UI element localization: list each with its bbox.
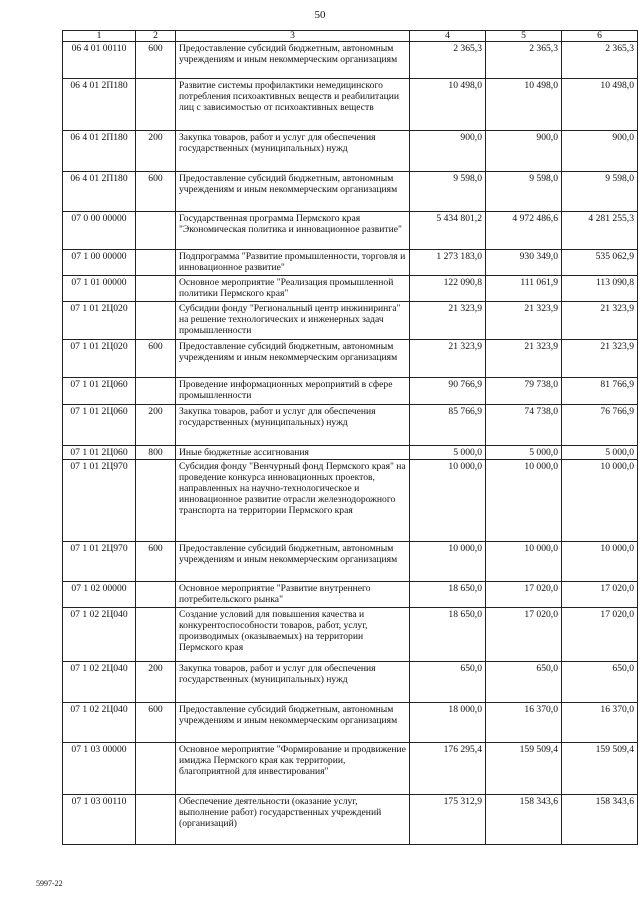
item-name: Основное мероприятие "Развитие внутреннего потребительского рынка" xyxy=(176,582,410,608)
classification-code: 07 1 03 00110 xyxy=(63,795,136,845)
table-row xyxy=(63,172,638,212)
table-row xyxy=(63,446,638,460)
expense-type xyxy=(136,460,176,542)
expense-type: 200 xyxy=(136,405,176,446)
amount-col6: 21 323,9 xyxy=(562,302,638,340)
amount-col5: 74 738,0 xyxy=(486,405,562,446)
amount-col5: 17 020,0 xyxy=(486,582,562,608)
amount-col4: 2 365,3 xyxy=(410,42,486,79)
amount-col4: 900,0 xyxy=(410,131,486,172)
classification-code: 07 1 02 2Ц040 xyxy=(63,703,136,743)
table-row xyxy=(63,212,638,250)
amount-col4: 9 598,0 xyxy=(410,172,486,212)
item-name: Развитие системы профилактики немедицинского потребления психоактивных веществ и реабилитации лиц с зависимостью от психоактивных веществ xyxy=(176,79,410,131)
item-name: Обеспечение деятельности (оказание услуг, выполнение работ) государственных учреждений (организаций) xyxy=(176,795,410,845)
classification-code: 07 1 03 00000 xyxy=(63,743,136,795)
table-row xyxy=(63,302,638,340)
amount-col6: 76 766,9 xyxy=(562,405,638,446)
classification-code: 07 1 01 2Ц060 xyxy=(63,378,136,405)
amount-col5: 10 000,0 xyxy=(486,542,562,582)
expense-type xyxy=(136,79,176,131)
expense-type xyxy=(136,302,176,340)
amount-col4: 18 650,0 xyxy=(410,608,486,662)
expense-type: 800 xyxy=(136,446,176,460)
table-row xyxy=(63,795,638,845)
amount-col5: 930 349,0 xyxy=(486,250,562,276)
table-row xyxy=(63,662,638,703)
classification-code: 07 1 01 2Ц020 xyxy=(63,302,136,340)
amount-col4: 21 323,9 xyxy=(410,340,486,378)
amount-col4: 90 766,9 xyxy=(410,378,486,405)
expense-type: 200 xyxy=(136,662,176,703)
classification-code: 07 0 00 00000 xyxy=(63,212,136,250)
classification-code: 07 1 01 2Ц060 xyxy=(63,405,136,446)
table-row xyxy=(63,542,638,582)
column-header: 2 xyxy=(136,31,176,42)
item-name: Основное мероприятие "Формирование и продвижение имиджа Пермского края как территории, благоприятной для инвестирования" xyxy=(176,743,410,795)
expense-type xyxy=(136,743,176,795)
classification-code: 07 1 02 2Ц040 xyxy=(63,608,136,662)
column-header: 5 xyxy=(486,31,562,42)
expense-type: 600 xyxy=(136,172,176,212)
page-number: 50 xyxy=(314,9,326,21)
document-number: 5997-22 xyxy=(36,879,63,888)
table-row xyxy=(63,42,638,79)
expense-type: 600 xyxy=(136,542,176,582)
amount-col6: 158 343,6 xyxy=(562,795,638,845)
item-name: Подпрограмма "Развитие промышленности, торговля и инновационное развитие" xyxy=(176,250,410,276)
table-row xyxy=(63,340,638,378)
table-row xyxy=(63,460,638,542)
amount-col6: 21 323,9 xyxy=(562,340,638,378)
classification-code: 07 1 02 00000 xyxy=(63,582,136,608)
budget-table xyxy=(62,30,638,845)
amount-col4: 176 295,4 xyxy=(410,743,486,795)
expense-type xyxy=(136,582,176,608)
classification-code: 06 4 01 00110 xyxy=(63,42,136,79)
amount-col6: 10 498,0 xyxy=(562,79,638,131)
amount-col4: 18 000,0 xyxy=(410,703,486,743)
item-name: Предоставление субсидий бюджетным, автономным учреждениям и иным некоммерческим организациям xyxy=(176,340,410,378)
amount-col5: 900,0 xyxy=(486,131,562,172)
amount-col5: 17 020,0 xyxy=(486,608,562,662)
amount-col6: 10 000,0 xyxy=(562,460,638,542)
amount-col6: 4 281 255,3 xyxy=(562,212,638,250)
column-header: 4 xyxy=(410,31,486,42)
amount-col5: 21 323,9 xyxy=(486,340,562,378)
expense-type xyxy=(136,378,176,405)
expense-type: 600 xyxy=(136,42,176,79)
item-name: Предоставление субсидий бюджетным, автономным учреждениям и иным некоммерческим организациям xyxy=(176,172,410,212)
amount-col6: 16 370,0 xyxy=(562,703,638,743)
amount-col4: 10 000,0 xyxy=(410,460,486,542)
amount-col4: 1 273 183,0 xyxy=(410,250,486,276)
amount-col6: 900,0 xyxy=(562,131,638,172)
expense-type xyxy=(136,608,176,662)
amount-col4: 175 312,9 xyxy=(410,795,486,845)
amount-col5: 10 000,0 xyxy=(486,460,562,542)
amount-col6: 81 766,9 xyxy=(562,378,638,405)
table-row xyxy=(63,608,638,662)
classification-code: 07 1 00 00000 xyxy=(63,250,136,276)
item-name: Закупка товаров, работ и услуг для обеспечения государственных (муниципальных) нужд xyxy=(176,131,410,172)
table-row xyxy=(63,703,638,743)
classification-code: 06 4 01 2П180 xyxy=(63,79,136,131)
classification-code: 07 1 01 2Ц970 xyxy=(63,460,136,542)
amount-col6: 17 020,0 xyxy=(562,608,638,662)
expense-type xyxy=(136,276,176,302)
item-name: Основное мероприятие "Реализация промышленной политики Пермского края" xyxy=(176,276,410,302)
item-name: Субсидия фонду "Венчурный фонд Пермского края" на проведение конкурса инновационных проектов, направленных на научно-технологическое и инновационное развитие отрасли железнодорожного транспорта на территории Пермского края xyxy=(176,460,410,542)
amount-col5: 158 343,6 xyxy=(486,795,562,845)
expense-type: 600 xyxy=(136,340,176,378)
amount-col6: 10 000,0 xyxy=(562,542,638,582)
amount-col4: 650,0 xyxy=(410,662,486,703)
amount-col4: 10 000,0 xyxy=(410,542,486,582)
amount-col5: 650,0 xyxy=(486,662,562,703)
amount-col4: 5 000,0 xyxy=(410,446,486,460)
item-name: Закупка товаров, работ и услуг для обеспечения государственных (муниципальных) нужд xyxy=(176,662,410,703)
amount-col5: 159 509,4 xyxy=(486,743,562,795)
table-row xyxy=(63,79,638,131)
item-name: Предоставление субсидий бюджетным, автономным учреждениям и иным некоммерческим организациям xyxy=(176,703,410,743)
item-name: Предоставление субсидий бюджетным, автономным учреждениям и иным некоммерческим организациям xyxy=(176,542,410,582)
classification-code: 06 4 01 2П180 xyxy=(63,172,136,212)
table-row xyxy=(63,276,638,302)
amount-col5: 5 000,0 xyxy=(486,446,562,460)
column-header: 1 xyxy=(63,31,136,42)
amount-col6: 5 000,0 xyxy=(562,446,638,460)
expense-type xyxy=(136,250,176,276)
item-name: Создание условий для повышения качества и конкурентоспособности товаров, работ, услуг, производимых (оказываемых) на территории Пермского края xyxy=(176,608,410,662)
item-name: Предоставление субсидий бюджетным, автономным учреждениям и иным некоммерческим организациям xyxy=(176,42,410,79)
expense-type: 200 xyxy=(136,131,176,172)
expense-type: 600 xyxy=(136,703,176,743)
amount-col5: 10 498,0 xyxy=(486,79,562,131)
column-header: 3 xyxy=(176,31,410,42)
classification-code: 07 1 02 2Ц040 xyxy=(63,662,136,703)
amount-col5: 79 738,0 xyxy=(486,378,562,405)
classification-code: 07 1 01 00000 xyxy=(63,276,136,302)
amount-col5: 9 598,0 xyxy=(486,172,562,212)
amount-col4: 122 090,8 xyxy=(410,276,486,302)
item-name: Государственная программа Пермского края "Экономическая политика и инновационное развитие" xyxy=(176,212,410,250)
item-name: Субсидии фонду "Региональный центр инжиниринга" на решение технологических и инженерных задач промышленности xyxy=(176,302,410,340)
amount-col4: 21 323,9 xyxy=(410,302,486,340)
amount-col6: 2 365,3 xyxy=(562,42,638,79)
table-row xyxy=(63,378,638,405)
amount-col5: 111 061,9 xyxy=(486,276,562,302)
table-row xyxy=(63,582,638,608)
amount-col4: 18 650,0 xyxy=(410,582,486,608)
amount-col6: 17 020,0 xyxy=(562,582,638,608)
classification-code: 07 1 01 2Ц060 xyxy=(63,446,136,460)
classification-code: 07 1 01 2Ц970 xyxy=(63,542,136,582)
amount-col6: 113 090,8 xyxy=(562,276,638,302)
table-row xyxy=(63,405,638,446)
amount-col6: 650,0 xyxy=(562,662,638,703)
table-row xyxy=(63,131,638,172)
amount-col4: 5 434 801,2 xyxy=(410,212,486,250)
item-name: Иные бюджетные ассигнования xyxy=(176,446,410,460)
expense-type xyxy=(136,795,176,845)
header-row xyxy=(63,31,638,42)
expense-type xyxy=(136,212,176,250)
amount-col6: 9 598,0 xyxy=(562,172,638,212)
amount-col4: 85 766,9 xyxy=(410,405,486,446)
table-row xyxy=(63,743,638,795)
item-name: Проведение информационных мероприятий в сфере промышленности xyxy=(176,378,410,405)
amount-col5: 2 365,3 xyxy=(486,42,562,79)
table-row xyxy=(63,250,638,276)
amount-col5: 21 323,9 xyxy=(486,302,562,340)
amount-col6: 535 062,9 xyxy=(562,250,638,276)
amount-col4: 10 498,0 xyxy=(410,79,486,131)
amount-col5: 4 972 486,6 xyxy=(486,212,562,250)
amount-col6: 159 509,4 xyxy=(562,743,638,795)
amount-col5: 16 370,0 xyxy=(486,703,562,743)
column-header: 6 xyxy=(562,31,638,42)
classification-code: 06 4 01 2П180 xyxy=(63,131,136,172)
classification-code: 07 1 01 2Ц020 xyxy=(63,340,136,378)
item-name: Закупка товаров, работ и услуг для обеспечения государственных (муниципальных) нужд xyxy=(176,405,410,446)
